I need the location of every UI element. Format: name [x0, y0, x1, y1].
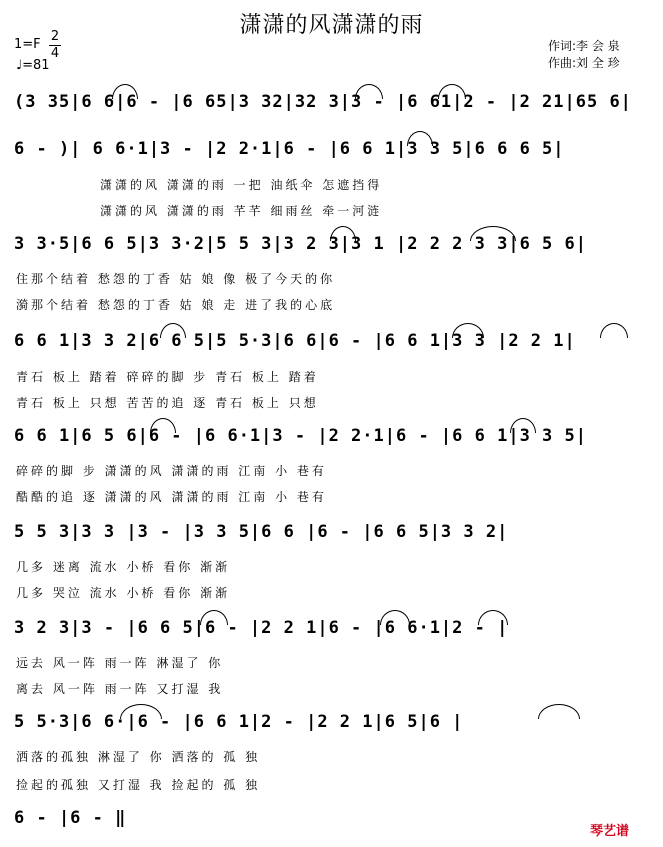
slur-mark [330, 226, 356, 241]
slur-mark [600, 323, 628, 338]
meter-bottom: 4 [50, 46, 60, 61]
lyric-row-4-verse-1: 青石 板上 踏着 碎碎的脚 步 青石 板上 踏着 [16, 370, 319, 384]
slur-mark [452, 323, 484, 338]
site-logo: 琴艺谱 [590, 824, 630, 839]
notation-row-5: 6 6 1|6 5 6|6 - |6 6·1|3 - |2 2·1|6 - |6 6 1|3 3 5| [14, 426, 587, 446]
slur-mark [438, 84, 466, 99]
composer: 作曲:刘 全 珍 [548, 56, 620, 70]
notation-row-6: 5 5 3|3 3 |3 - |3 3 5|6 6 |6 - |6 6 5|3 3 2| [14, 522, 509, 542]
credits [548, 38, 620, 72]
slur-mark [470, 226, 516, 241]
lyric-row-2-verse-1: 潇潇的风 潇潇的雨 一把 油纸伞 怎遮挡得 [100, 178, 383, 192]
time-signature [49, 29, 61, 62]
lyric-row-6-verse-2: 几多 哭泣 流水 小桥 看你 渐渐 [16, 586, 231, 600]
slur-mark [538, 704, 580, 719]
lyric-row-7-verse-2: 离去 风一阵 雨一阵 又打湿 我 [16, 682, 224, 696]
slur-mark [150, 418, 176, 433]
notation-row-7: 3 2 3|3 - |6 6 5|6 - |2 2 1|6 - |6 6·1|2 - | [14, 618, 509, 638]
lyricist: 作词:李 会 泉 [548, 39, 620, 53]
slur-mark [407, 131, 433, 146]
notation-row-1: (3 35|6 6|6 - |6 65|3 32|32 3|3 - |6 61|2 - |2 21|65 6| [14, 92, 632, 112]
tempo-marking: ♩=81 [16, 58, 50, 73]
notation-row-9: 6 - |6 - ‖ [14, 808, 127, 828]
lyric-row-6-verse-1: 几多 迷离 流水 小桥 看你 渐渐 [16, 560, 231, 574]
key-signature: 1=F [14, 37, 41, 52]
lyric-row-8-verse-2: 捡起的孤独 又打湿 我 捡起的 孤 独 [16, 778, 261, 792]
slur-mark [510, 418, 536, 433]
slur-mark [200, 610, 228, 625]
slur-mark [160, 323, 186, 338]
lyric-row-3-verse-2: 漪那个结着 愁怨的丁香 姑 娘 走 进了我的心底 [16, 298, 336, 312]
notation-row-2: 6 - )| 6 6·1|3 - |2 2·1|6 - |6 6 1|3 3 5|6 6 6 5| [14, 139, 565, 159]
notation-row-3: 3 3·5|6 6 5|3 3·2|5 5 3|3 2 3|3 1 |2 2 2 3 3|6 5 6| [14, 234, 587, 254]
notation-row-4: 6 6 1|3 3 2|6 6 5|5 5·3|6 6|6 - |6 6 1|3 3 |2 2 1| [14, 331, 576, 351]
lyric-row-5-verse-1: 碎碎的脚 步 潇潇的风 潇潇的雨 江南 小 巷有 [16, 464, 327, 478]
lyric-row-4-verse-2: 青石 板上 只想 苦苦的追 逐 青石 板上 只想 [16, 396, 319, 410]
slur-mark [112, 84, 138, 99]
meter-top: 2 [50, 29, 60, 44]
slur-mark [478, 610, 508, 625]
notation-row-8: 5 5·3|6 6·|6 - |6 6 1|2 - |2 2 1|6 5|6 | [14, 712, 464, 732]
song-title: 潇潇的风潇潇的雨 [239, 13, 424, 38]
slur-mark [355, 84, 383, 99]
lyric-row-5-verse-2: 酷酷的追 逐 潇潇的风 潇潇的雨 江南 小 巷有 [16, 490, 327, 504]
slur-mark [120, 704, 162, 719]
slur-mark [380, 610, 410, 625]
lyric-row-3-verse-1: 住那个结着 愁怨的丁香 姑 娘 像 极了今天的你 [16, 272, 336, 286]
lyric-row-2-verse-2: 潇潇的风 潇潇的雨 芊芊 细雨丝 牵一河涟 [100, 204, 383, 218]
lyric-row-8-verse-1: 洒落的孤独 淋湿了 你 洒落的 孤 独 [16, 750, 261, 764]
lyric-row-7-verse-1: 远去 风一阵 雨一阵 淋湿了 你 [16, 656, 224, 670]
